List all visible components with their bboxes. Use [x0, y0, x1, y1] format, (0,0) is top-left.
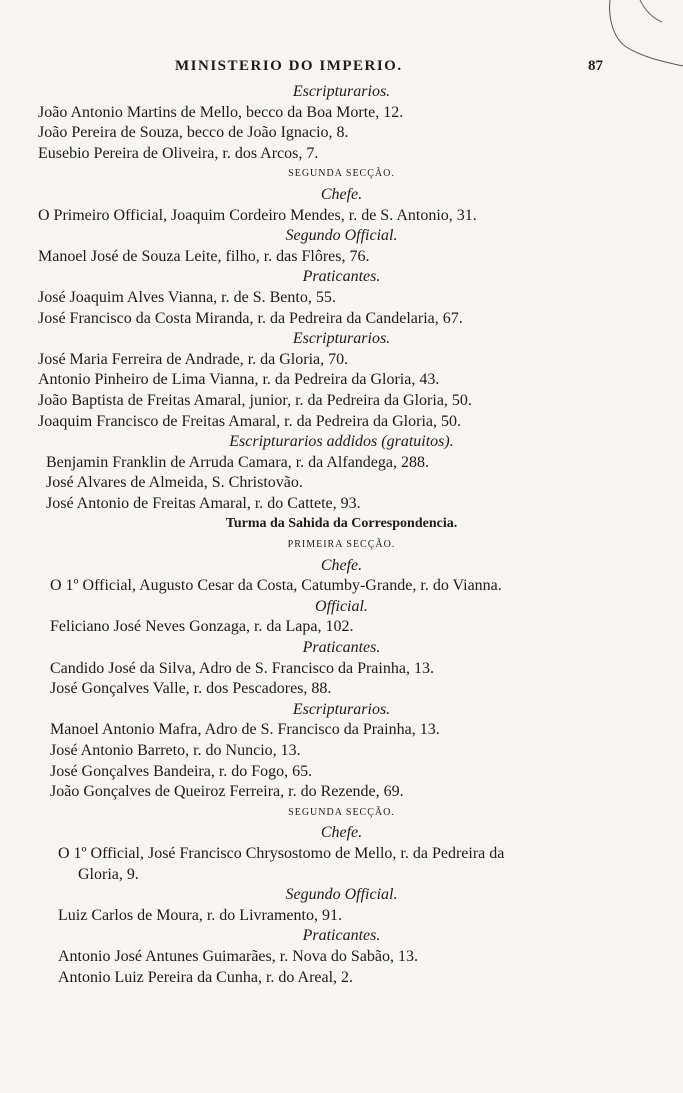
directory-entry: Antonio José Antunes Guimarães, r. Nova do Sabão, 13. — [58, 947, 418, 965]
subheading: Chefe. — [320, 185, 363, 203]
directory-entry: Candido José da Silva, Adro de S. Francisco da Prainha, 13. — [50, 659, 434, 677]
subheading: Praticantes. — [302, 639, 381, 657]
directory-listing — [0, 82, 683, 988]
directory-entry: Manoel José de Souza Leite, filho, r. das Flôres, 76. — [38, 247, 370, 265]
subheading: Praticantes. — [302, 268, 381, 286]
page-number: 87 — [588, 58, 603, 74]
directory-entry: José Gonçalves Valle, r. dos Pescadores, 88. — [50, 680, 332, 698]
entry-continuation: Gloria, 9. — [78, 865, 139, 883]
directory-entry: João Gonçalves de Queiroz Ferreira, r. do Rezende, 69. — [50, 783, 404, 801]
directory-entry: João Antonio Martins de Mello, becco da Boa Morte, 12. — [38, 103, 404, 121]
directory-entry: Luiz Carlos de Moura, r. do Livramento, 91. — [58, 906, 342, 924]
subheading: Chefe. — [320, 824, 363, 842]
directory-entry: José Antonio de Freitas Amaral, r. do Cattete, 93. — [46, 494, 361, 512]
page-title: MINISTERIO DO IMPERIO. — [175, 58, 403, 74]
directory-entry: José Maria Ferreira de Andrade, r. da Gloria, 70. — [38, 350, 349, 368]
subheading: Segundo Official. — [285, 886, 398, 904]
directory-entry: João Baptista de Freitas Amaral, junior, r. da Pedreira da Gloria, 50. — [38, 391, 472, 409]
subheading: Chefe. — [320, 556, 363, 574]
directory-entry: Feliciano José Neves Gonzaga, r. da Lapa, 102. — [50, 618, 354, 636]
subheading: Segundo Official. — [285, 227, 398, 245]
directory-entry: O Primeiro Official, Joaquim Cordeiro Mendes, r. de S. Antonio, 31. — [38, 206, 477, 224]
directory-entry: José Gonçalves Bandeira, r. do Fogo, 65. — [50, 762, 313, 780]
directory-entry: José Antonio Barreto, r. do Nuncio, 13. — [50, 742, 301, 759]
subheading: Official. — [315, 597, 368, 615]
subheading: Escripturarios. — [292, 330, 391, 348]
directory-entry: José Francisco da Costa Miranda, r. da Pedreira da Candelaria, 67. — [38, 309, 463, 327]
section-heading: SEGUNDA SECÇÃO. — [288, 168, 395, 180]
directory-entry: Benjamin Franklin de Arruda Camara, r. da Alfandega, 288. — [46, 453, 430, 471]
page-header — [0, 58, 683, 82]
directory-entry: Manoel Antonio Mafra, Adro de S. Francisco da Prainha, 13. — [50, 721, 440, 739]
subheading: Escripturarios. — [292, 700, 391, 718]
subheading: Escripturarios addidos (gratuitos). — [229, 433, 454, 451]
directory-entry: Joaquim Francisco de Freitas Amaral, r. da Pedreira da Gloria, 50. — [38, 412, 461, 430]
directory-entry: O 1º Official, José Francisco Chrysostomo de Mello, r. da Pedreira da — [58, 844, 505, 862]
directory-entry: Eusebio Pereira de Oliveira, r. dos Arcos, 7. — [38, 144, 319, 162]
section-heading: SEGUNDA SECÇÃO. — [288, 806, 395, 818]
section-heading: PRIMEIRA SECÇÃO. — [287, 539, 396, 551]
directory-entry: Antonio Pinheiro de Lima Vianna, r. da Pedreira da Gloria, 43. — [38, 371, 440, 389]
directory-entry: Antonio Luiz Pereira da Cunha, r. do Areal, 2. — [58, 968, 354, 986]
directory-entry: João Pereira de Souza, becco de João Ignacio, 8. — [38, 124, 349, 142]
subheading: Escripturarios. — [292, 83, 391, 100]
subheading: Praticantes. — [302, 927, 381, 945]
directory-entry: O 1º Official, Augusto Cesar da Costa, Catumby-Grande, r. do Vianna. — [50, 577, 502, 595]
directory-entry: José Alvares de Almeida, S. Christovão. — [46, 474, 303, 492]
directory-entry: José Joaquim Alves Vianna, r. de S. Bento, 55. — [38, 288, 336, 306]
group-heading: Turma da Sahida da Correspondencia. — [225, 516, 458, 532]
